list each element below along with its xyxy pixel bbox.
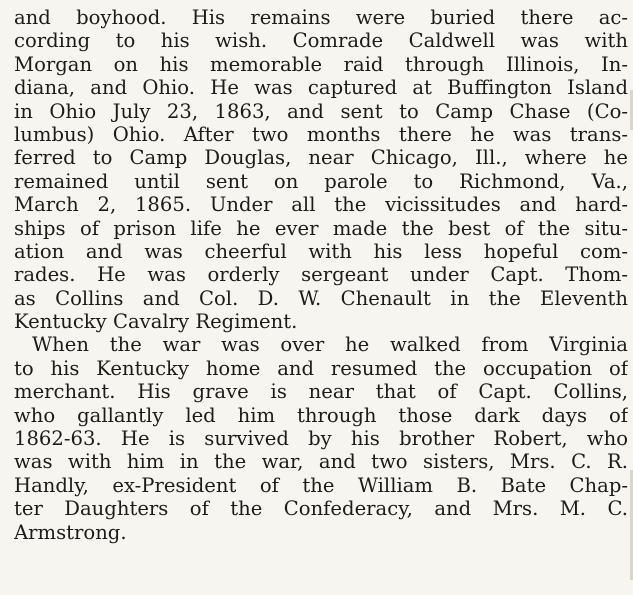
text-line: ferred to Camp Douglas, near Chicago, Ill., where he [14,146,628,170]
text-line: ter Daughters of the Confederacy, and Mrs. M. C. [14,497,628,521]
paragraph-2 [14,333,628,544]
text-line: When the war was over he walked from Virginia [32,333,628,357]
text-line: Kentucky Cavalry Regiment. [14,310,298,334]
text-line: lumbus) Ohio. After two months there he was trans- [14,122,628,146]
text-line: remained until sent on parole to Richmond, Va., [14,169,628,193]
text-line: ships of prison life he ever made the best of the situ- [14,216,628,240]
text-line: and boyhood. His remains were buried there ac- [14,6,628,29]
text-line: merchant. His grave is near that of Capt. Collins, [14,380,628,404]
text-line: rades. He was orderly sergeant under Capt. Thom- [14,263,628,287]
paragraph-1 [14,6,628,333]
text-line: as Collins and Col. D. W. Chenault in the Eleventh [14,286,628,310]
text-line: March 2, 1865. Under all the vicissitudes and hard- [14,193,628,217]
text-line: diana, and Ohio. He was captured at Buffington Island [14,76,628,100]
text-line: was with him in the war, and two sisters, Mrs. C. R. [14,450,628,474]
text-line: cording to his wish. Comrade Caldwell was with [14,29,628,53]
text-line: 1862-63. He is survived by his brother Robert, who [14,427,628,451]
text-line: Armstrong. [14,520,127,544]
text-line: Handly, ex-President of the William B. Bate Chap- [14,473,628,497]
text-line: to his Kentucky home and resumed the occupation of [14,356,628,380]
text-line: who gallantly led him through those dark days of [14,403,628,427]
text-line: in Ohio July 23, 1863, and sent to Camp Chase (Co- [14,99,628,123]
text-line: Morgan on his memorable raid through Illinois, In- [14,52,628,76]
text-line: ation and was cheerful with his less hopeful com- [14,239,628,263]
document-page [14,6,628,591]
